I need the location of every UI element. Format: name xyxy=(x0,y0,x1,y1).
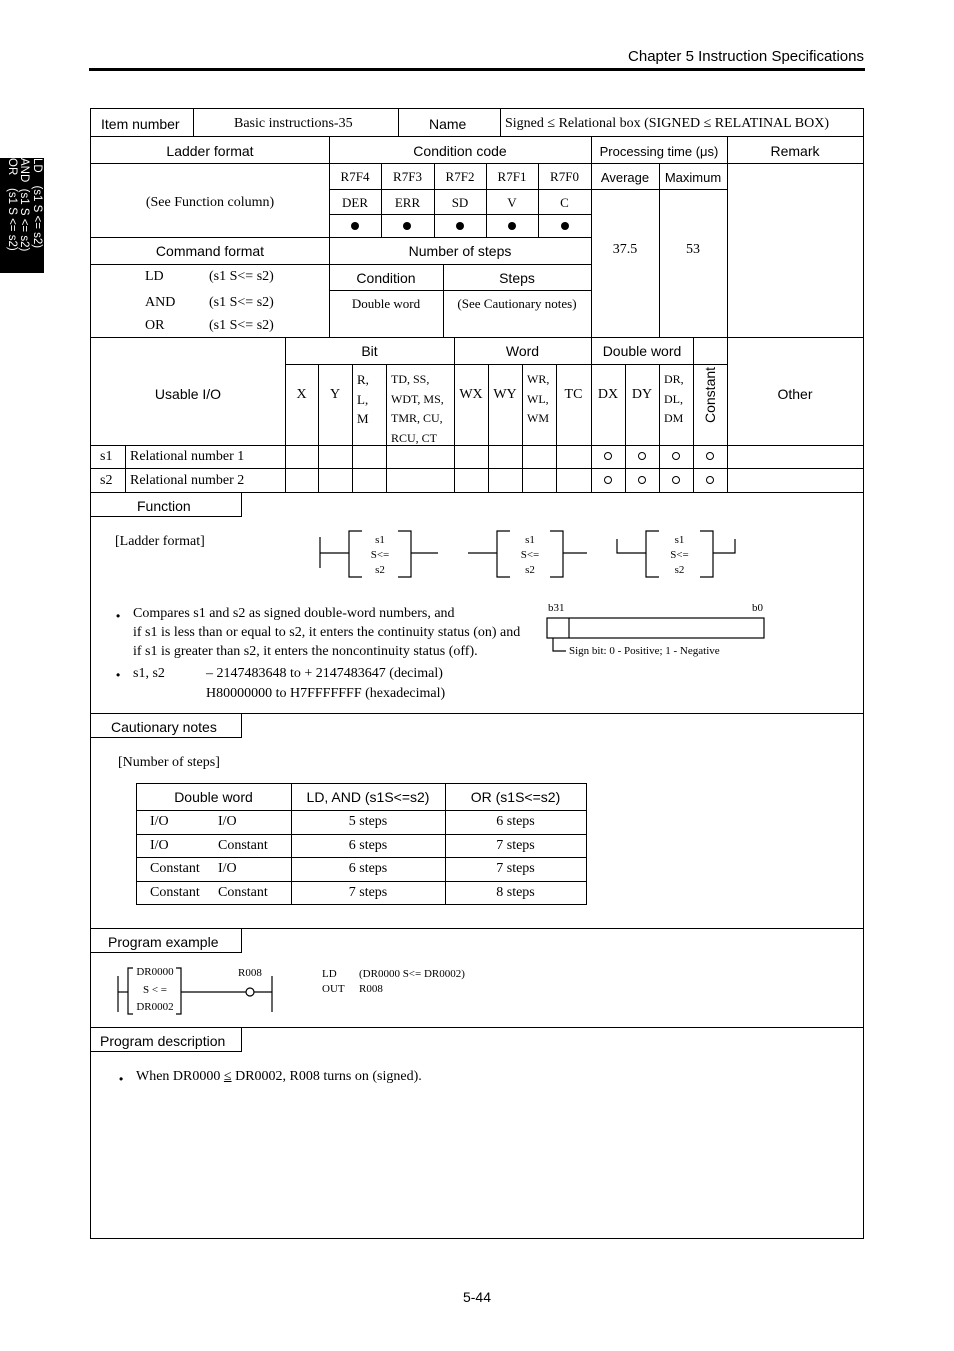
listing-arg: R008 xyxy=(359,983,383,995)
item-number-value: Basic instructions-35 xyxy=(234,116,353,131)
listing-op: OUT xyxy=(322,983,345,995)
program-example-section-label: Program example xyxy=(91,929,242,953)
constant-label: Constant xyxy=(702,366,718,423)
cc-name: SD xyxy=(451,195,469,210)
word-group-label: Word xyxy=(505,343,540,359)
io-row-id: s2 xyxy=(100,473,113,488)
command-arg: (s1 S<= s2) xyxy=(209,269,274,284)
steps-cell: I/O xyxy=(218,861,237,876)
cautionary-section-label: Cautionary notes xyxy=(91,714,242,738)
other-label: Other xyxy=(777,386,813,402)
average-value: 37.5 xyxy=(612,242,638,257)
command-op: AND xyxy=(145,295,176,310)
ladder-format-label: Ladder format xyxy=(166,143,254,159)
steps-col-header: Double word xyxy=(174,789,253,805)
steps-cell: 7 steps xyxy=(496,861,535,876)
name-label: Name xyxy=(429,116,467,132)
col-tc: TC xyxy=(564,387,583,402)
ladder-format-caption: [Ladder format] xyxy=(115,534,205,549)
command-op: OR xyxy=(145,318,165,333)
steps-cell: 5 steps xyxy=(348,814,388,829)
condition-value: Double word xyxy=(351,296,421,311)
range-decimal: – 2147483648 to + 2147483647 (decimal) xyxy=(206,666,443,681)
side-tab-line-and: AND (s1 S <= s2) xyxy=(18,158,31,252)
ladder-box-operand: s2 xyxy=(674,564,685,576)
cc-name: DER xyxy=(342,195,368,210)
ladder-box-operator: S<= xyxy=(370,549,390,561)
bit-high-label: b31 xyxy=(548,602,565,614)
steps-cell: Constant xyxy=(218,885,268,900)
example-box-operand: DR0000 xyxy=(136,966,174,978)
steps-label: Steps xyxy=(499,270,535,286)
steps-cell: Constant xyxy=(150,885,200,900)
col-y: Y xyxy=(329,387,341,402)
condition-label: Condition xyxy=(356,270,416,286)
program-description-section-label: Program description xyxy=(91,1028,242,1052)
col-dr: DR, DL, DM xyxy=(664,372,684,425)
steps-col-header: LD, AND (s1S<=s2) xyxy=(306,789,430,805)
example-coil-label: R008 xyxy=(238,967,262,979)
ladder-box-operand: s2 xyxy=(525,564,535,576)
bullet-icon: • xyxy=(116,609,121,623)
steps-cell: 6 steps xyxy=(348,838,388,853)
cc-name: C xyxy=(560,195,569,210)
cc-code: R7F3 xyxy=(393,169,422,184)
io-row-desc: Relational number 2 xyxy=(130,473,245,488)
see-function-note: (See Function column) xyxy=(145,195,275,210)
side-tab-line-or: OR (s1 S <= s2) xyxy=(6,158,18,251)
steps-cell: I/O xyxy=(150,814,169,829)
cc-code: R7F0 xyxy=(550,169,579,184)
col-x: X xyxy=(296,387,307,402)
steps-cell: Constant xyxy=(218,838,268,853)
ladder-box-operand: s1 xyxy=(375,534,385,546)
steps-cell: I/O xyxy=(218,814,237,829)
steps-cell: 7 steps xyxy=(496,838,535,853)
cc-name: ERR xyxy=(394,195,421,210)
usable-io-label: Usable I/O xyxy=(154,386,222,402)
function-section-label: Function xyxy=(91,493,242,517)
cc-code: R7F4 xyxy=(340,169,370,184)
sign-bit-note: Sign bit: 0 - Positive; 1 - Negative xyxy=(569,645,720,657)
number-of-steps-label: Number of steps xyxy=(408,243,512,259)
col-wy: WY xyxy=(493,387,517,402)
ladder-box-operand: s1 xyxy=(674,534,685,546)
ladder-box-operand: s1 xyxy=(525,534,535,546)
ladder-box-operator: S<= xyxy=(520,549,540,561)
steps-cell: I/O xyxy=(150,838,169,853)
function-desc-line: if s1 is less than or equal to s2, it enters the continuity status (on) and xyxy=(133,625,521,640)
steps-col-header: OR (s1S<=s2) xyxy=(470,789,561,805)
bit-low-label: b0 xyxy=(752,602,763,614)
example-box-operator: S < = xyxy=(142,984,168,996)
page-number: 5-44 xyxy=(462,1289,492,1305)
steps-value: (See Cautionary notes) xyxy=(457,296,577,311)
cc-code: R7F2 xyxy=(445,169,475,184)
program-description-text: When DR0000 ≤ DR0002, R008 turns on (signed). xyxy=(136,1069,422,1084)
remark-label: Remark xyxy=(770,143,820,159)
command-op: LD xyxy=(145,269,164,284)
steps-cell: 6 steps xyxy=(348,861,388,876)
double-word-group-label: Double word xyxy=(602,343,682,359)
io-row-desc: Relational number 1 xyxy=(130,449,245,464)
cc-name: V xyxy=(507,195,517,210)
range-hex: H80000000 to H7FFFFFFF (hexadecimal) xyxy=(206,686,446,701)
steps-cell: 6 steps xyxy=(496,814,535,829)
processing-time-label: Processing time (μs) xyxy=(599,144,719,159)
col-timers: TD, SS, WDT, MS, TMR, CU, RCU, CT xyxy=(391,372,444,445)
io-row-id: s1 xyxy=(100,449,113,464)
command-format-label: Command format xyxy=(155,243,265,259)
bullet-icon: • xyxy=(116,668,121,682)
col-rlm: R, L, M xyxy=(357,372,369,426)
range-label: s1, s2 xyxy=(133,666,165,681)
side-tab-line-ld: LD (s1 S <= s2) xyxy=(31,158,43,249)
command-arg: (s1 S<= s2) xyxy=(209,295,274,310)
bit-group-label: Bit xyxy=(361,343,378,359)
maximum-label: Maximum xyxy=(664,170,722,185)
command-arg: (s1 S<= s2) xyxy=(209,318,274,333)
item-number-label: Item number xyxy=(101,116,180,132)
ladder-box-operator: S<= xyxy=(670,549,689,561)
listing-op: LD xyxy=(322,968,337,980)
col-wx: WX xyxy=(459,387,483,402)
average-label: Average xyxy=(600,170,650,185)
col-wr: WR, WL, WM xyxy=(527,372,550,425)
col-dy: DY xyxy=(631,387,653,402)
cc-code: R7F1 xyxy=(497,169,527,184)
page-header-title: Chapter 5 Instruction Specifications xyxy=(628,48,864,65)
steps-table-title: [Number of steps] xyxy=(118,755,220,770)
steps-cell: 8 steps xyxy=(496,885,535,900)
steps-cell: Constant xyxy=(150,861,200,876)
listing-arg: (DR0000 S<= DR0002) xyxy=(359,968,465,980)
condition-code-label: Condition code xyxy=(413,143,507,159)
example-box-operand: DR0002 xyxy=(136,1001,174,1013)
maximum-value: 53 xyxy=(686,242,700,257)
bullet-icon: • xyxy=(119,1072,124,1086)
steps-cell: 7 steps xyxy=(348,885,388,900)
name-value: Signed ≤ Relational box (SIGNED ≤ RELATINAL BOX) xyxy=(505,116,829,131)
function-desc-line: if s1 is greater than s2, it enters the noncontinuity status (off). xyxy=(133,644,478,659)
col-dx: DX xyxy=(597,387,619,402)
ladder-box-operand: s2 xyxy=(375,564,385,576)
function-desc-line: Compares s1 and s2 as signed double-word numbers, and xyxy=(133,606,455,621)
